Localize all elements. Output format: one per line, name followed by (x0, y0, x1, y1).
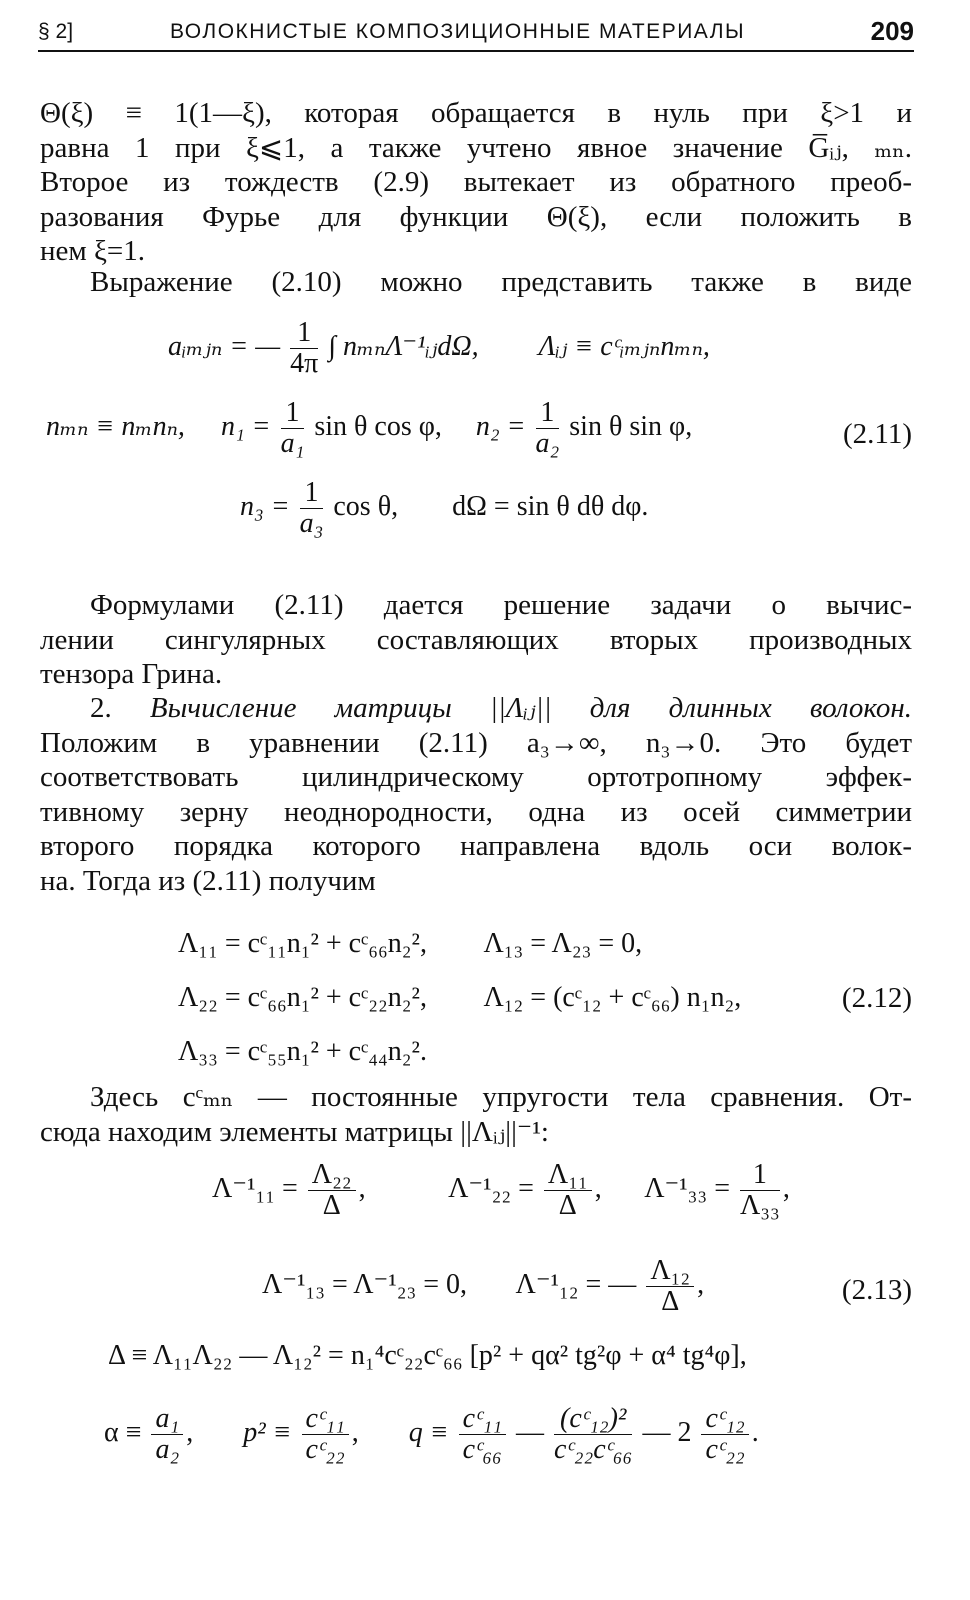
text-line: тивному зерну неоднородности, одна из осей симметрии (40, 795, 912, 828)
equation-2-13-line-2: Λ⁻¹₁₃ = Λ⁻¹₂₃ = 0, Λ⁻¹₁₂ = — $\frac{\text{Λ₁₂}}{\Delta}$ , (262, 1255, 705, 1317)
denominator: cᶜ₆₆ (462, 1434, 502, 1465)
eq-term: Λ⁻¹₁₃ = Λ⁻¹₂₃ = 0, (262, 1268, 468, 1300)
eq-term: n₂ = (475, 410, 526, 442)
numerator: cᶜ₁₁ (459, 1404, 506, 1435)
heading-text: Вычисление матрицы ||Λᵢⱼ|| для длинных волокон. (149, 692, 913, 724)
eq-term: aᵢₘⱼₙ = — (168, 330, 281, 362)
denominator: cᶜ₂₂cᶜ₆₆ (553, 1434, 633, 1465)
header-rule (38, 50, 914, 52)
eq-term: α ≡ (104, 1416, 142, 1448)
text-line: разования Фурье для функции Θ(ξ), если положить в (40, 200, 912, 233)
page-number: 209 (870, 16, 914, 46)
numerator: cᶜ₁₂ (701, 1404, 748, 1435)
numerator: 1 (281, 398, 305, 429)
denominator: Λ₃₃ (739, 1190, 780, 1221)
fraction (740, 1160, 780, 1221)
section-heading-line (40, 691, 912, 726)
numerator: Λ₂₂ (308, 1160, 356, 1191)
numerator: Λ₁₂ (646, 1256, 694, 1287)
equation-2-12-line-3 (178, 1036, 427, 1068)
equation-number: (2.12) (841, 982, 912, 1014)
text-line: соответствовать цилиндрическому ортотропному эффек- (40, 761, 912, 793)
text-line: Формулами (2.11) дается решение задачи о вычис- (90, 589, 912, 621)
equation-2-13-line-3 (108, 1340, 747, 1372)
fraction (281, 398, 305, 459)
text-line: Выражение (2.10) можно представить также в виде (90, 266, 912, 298)
denominator: cᶜ₂₂ (705, 1434, 745, 1465)
equation-2-13-line-1: Λ⁻¹₁₁ = $\frac{\text{Λ₂₂}}{\Delta}$ , Λ⁻¹₂₂ = $\frac{\text{Λ₁₁}}{\Delta}$ , Λ⁻¹₃₃ = $\frac{1}{\text{Λ₃₃}}$ , (212, 1159, 790, 1221)
text-line: равна 1 при ξ⩽1, а также учтено явное значение G̅ᵢⱼ, ₘₙ. (40, 131, 912, 164)
denominator: cᶜ₂₂ (305, 1434, 345, 1465)
eq-term: sin θ cos φ, (314, 410, 442, 442)
eq-term: Λ₂₂ = cᶜ₆₆n₁² + cᶜ₂₂n₂², (178, 982, 427, 1013)
fraction (300, 478, 324, 539)
fraction (554, 1404, 633, 1465)
eq-term: Λ₃₃ = cᶜ₅₅n₁² + cᶜ₄₄n₂². (178, 1036, 427, 1067)
denominator: Δ (661, 1286, 680, 1317)
text-line: второго порядка которого направлена вдоль оси волок- (40, 830, 912, 862)
numerator: 1 (290, 318, 318, 349)
equation-2-13-line-4: α ≡ $\frac{\text{a₁}}{\text{a₂}}$ , p² ≡ $\frac{\text{cᶜ₁₁}}{\text{cᶜ₂₂}}$ , q ≡ $\frac{\text{cᶜ₁₁}}{\text{cᶜ₆₆}}$ — $\frac{\text{(cᶜ₁₂)²}}{\text{cᶜ₂₂cᶜ₆₆}}$ — 2 $\frac{\text{cᶜ₁₂}}{\text{cᶜ₂₂}}$ . (104, 1403, 759, 1465)
numerator: 1 (536, 398, 560, 429)
eq-term: n₁ = (220, 410, 271, 442)
eq-term: Λ₁₃ = Λ₂₃ = 0, (483, 928, 643, 959)
paragraph-4 (40, 691, 912, 898)
numerator: cᶜ₁₁ (302, 1404, 349, 1435)
fraction (302, 1404, 349, 1465)
fraction (646, 1256, 694, 1317)
fraction (308, 1160, 356, 1221)
paragraph-1 (40, 96, 912, 269)
fraction (290, 318, 318, 379)
eq-term: Δ ≡ Λ₁₁Λ₂₂ — Λ₁₂² = n₁⁴cᶜ₂₂cᶜ₆₆ [p² + qα² tg²φ + α⁴ tg⁴φ], (108, 1340, 747, 1371)
numerator: 1 (740, 1160, 780, 1191)
equation-2-12-line-1 (178, 928, 642, 960)
eq-term: Λ⁻¹₃₃ = (644, 1172, 730, 1204)
eq-term: n₃ = (240, 490, 290, 522)
equation-2-12-line-2 (178, 982, 741, 1014)
numerator: Λ₁₁ (544, 1160, 592, 1191)
text-line: на. Тогда из (2.11) получим (40, 864, 376, 897)
numerator: a₁ (151, 1404, 183, 1435)
section-marker: § 2] (38, 20, 74, 43)
text-line: Здесь cᶜₘₙ — постоянные упругости тела сравнения. От- (90, 1081, 912, 1113)
eq-term: — 2 (642, 1416, 692, 1448)
text-line: сюда находим элементы матрицы ||Λᵢⱼ||⁻¹: (40, 1115, 549, 1148)
text-line: Положим в уравнении (2.11) a₃→∞, n₃→0. Это будет (40, 726, 912, 759)
text-line: тензора Грина. (40, 658, 223, 690)
denominator: 4π (290, 348, 319, 379)
eq-term: p² ≡ (243, 1416, 292, 1448)
equation-2-11-line-1 (168, 318, 710, 379)
eq-term: Λᵢⱼ ≡ cᶜᵢₘⱼₙnₘₙ, (538, 330, 710, 362)
denominator: Δ (558, 1190, 577, 1221)
eq-term: Λ⁻¹₁₁ = (212, 1172, 298, 1204)
running-head (38, 14, 914, 54)
denominator: a₃ (299, 508, 324, 539)
fraction (701, 1404, 748, 1465)
heading-number: 2. (90, 692, 112, 724)
equation-number: (2.11) (843, 418, 912, 450)
denominator: Δ (322, 1190, 341, 1221)
eq-term: cos θ, (333, 490, 399, 522)
eq-term: dΩ = sin θ dθ dφ. (452, 490, 649, 522)
fraction (459, 1404, 506, 1465)
fraction (544, 1160, 592, 1221)
numerator: (cᶜ₁₂)² (554, 1404, 633, 1435)
text-line: лении сингулярных составляющих вторых производных (40, 623, 912, 656)
paragraph-3 (40, 588, 912, 692)
text-line: Второе из тождеств (2.9) вытекает из обратного преоб- (40, 166, 912, 198)
fraction (151, 1404, 183, 1465)
text-line: Θ(ξ) ≡ 1(1—ξ), которая обращается в нуль при ξ>1 и (40, 97, 912, 129)
equation-number: (2.13) (841, 1274, 912, 1306)
eq-term: q ≡ (408, 1416, 449, 1448)
text-line: нем ξ=1. (40, 235, 146, 267)
equation-2-11-line-2 (46, 398, 692, 459)
eq-term: Λ₁₂ = (cᶜ₁₂ + cᶜ₆₆) n₁n₂, (483, 982, 742, 1013)
eq-term: sin θ sin φ, (569, 410, 693, 442)
numerator: 1 (300, 478, 324, 509)
denominator: a₁ (280, 428, 305, 459)
eq-term: Λ⁻¹₁₂ = — (515, 1268, 637, 1300)
paragraph-5 (40, 1080, 912, 1149)
denominator: a₂ (535, 428, 560, 459)
eq-term: Λ₁₁ = cᶜ₁₁n₁² + cᶜ₆₆n₂², (178, 928, 427, 959)
eq-term: Λ⁻¹₂₂ = (448, 1172, 534, 1204)
eq-term: nₘₙ ≡ nₘnₙ, (46, 410, 185, 442)
equation-2-11-line-3 (240, 478, 648, 539)
eq-term: — (515, 1416, 544, 1448)
denominator: a₂ (155, 1434, 180, 1465)
running-title: ВОЛОКНИСТЫЕ КОМПОЗИЦИОННЫЕ МАТЕРИАЛЫ (170, 20, 746, 43)
paragraph-2 (40, 265, 912, 300)
eq-term: ∫ nₘₙΛ⁻¹ᵢⱼdΩ, (328, 330, 479, 362)
fraction (536, 398, 560, 459)
